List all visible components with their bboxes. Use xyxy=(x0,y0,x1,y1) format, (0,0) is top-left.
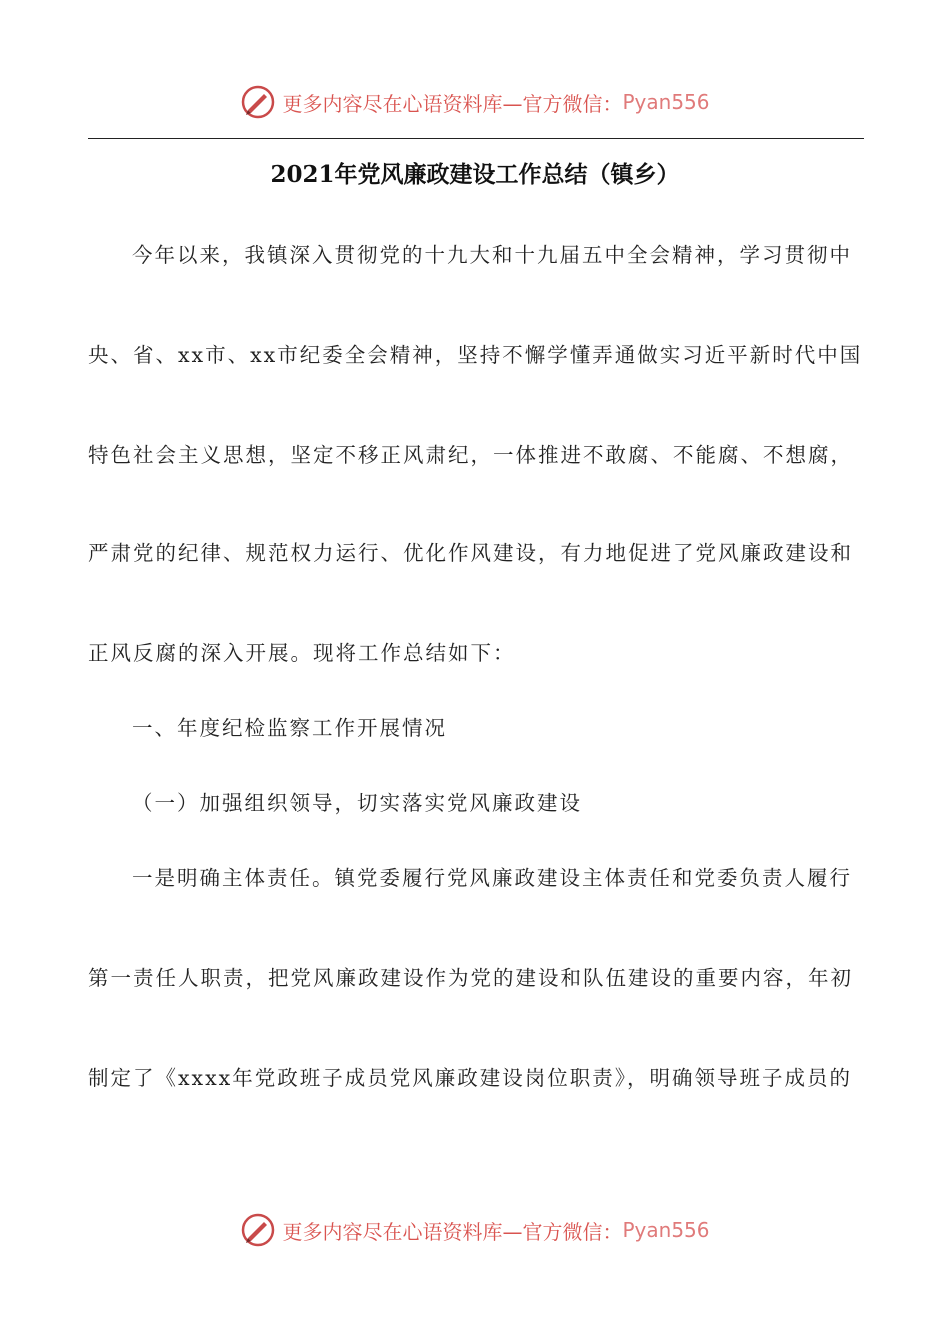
watermark-wechat-id: Pyan556 xyxy=(622,1218,710,1242)
watermark-text: 更多内容尽在心语资料库—官方微信： xyxy=(282,91,623,116)
document-title: 2021年党风廉政建设工作总结（镇乡） xyxy=(270,161,680,188)
body-line: 制定了《xxxx年党政班子成员党风廉政建设岗位职责》，明确领导班子成员的 xyxy=(88,1066,852,1090)
body-line: 一是明确主体责任。镇党委履行党风廉政建设主体责任和党委负责人履行 xyxy=(132,866,852,890)
section-heading: 一、年度纪检监察工作开展情况 xyxy=(132,716,447,740)
pen-logo-icon xyxy=(240,1212,276,1248)
footer-watermark xyxy=(0,1212,950,1248)
header-rule xyxy=(88,138,864,139)
body-line: 正风反腐的深入开展。现将工作总结如下： xyxy=(88,641,516,665)
body-line: 第一责任人职责，把党风廉政建设作为党的建设和队伍建设的重要内容，年初 xyxy=(88,966,853,990)
body-line: 央、省、xx市、xx市纪委全会精神，坚持不懈学懂弄通做实习近平新时代中国 xyxy=(88,343,863,367)
header-watermark xyxy=(0,84,950,120)
watermark-wechat-id: Pyan556 xyxy=(622,90,710,114)
body-line: 严肃党的纪律、规范权力运行、优化作风建设，有力地促进了党风廉政建设和 xyxy=(88,541,853,565)
body-line: 今年以来，我镇深入贯彻党的十九大和十九届五中全会精神，学习贯彻中 xyxy=(132,243,852,267)
watermark-text: 更多内容尽在心语资料库—官方微信： xyxy=(282,1219,623,1244)
subsection-heading: （一）加强组织领导，切实落实党风廉政建设 xyxy=(132,791,582,815)
pen-logo-icon xyxy=(240,84,276,120)
body-line: 特色社会主义思想，坚定不移正风肃纪，一体推进不敢腐、不能腐、不想腐， xyxy=(88,443,853,467)
